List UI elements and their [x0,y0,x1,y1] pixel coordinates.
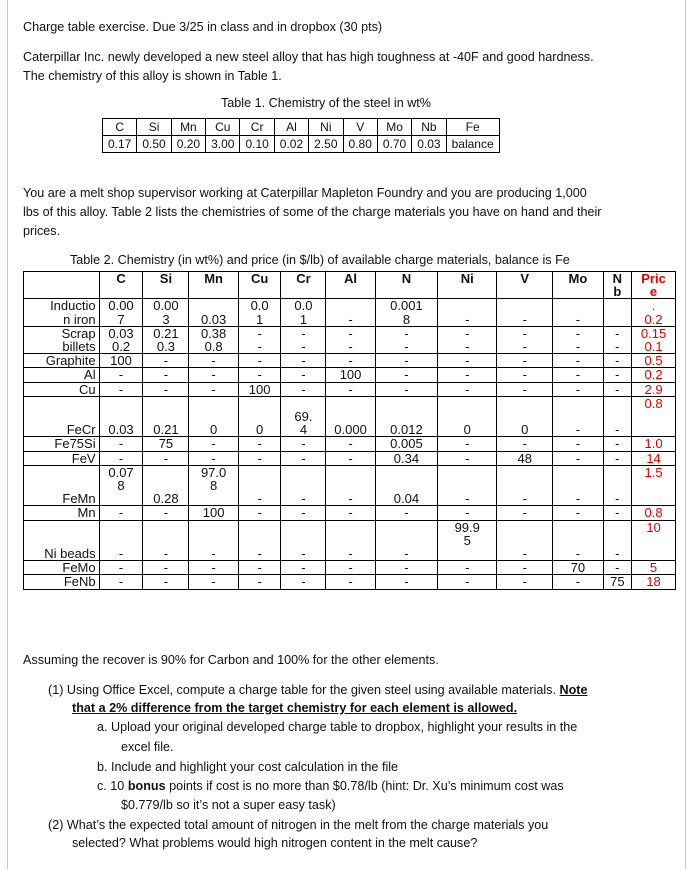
composition-cell: - - [438,326,497,353]
table1-value-cell: 0.80 [343,136,377,153]
price-cell: 1.0 [632,437,676,451]
table2-row [24,354,676,368]
table2-row [24,299,676,326]
price-cell: 0.2 [632,368,676,382]
table2-header-cell: Mn [189,272,238,299]
composition-cell: - [438,465,497,506]
material-name-cell: FeMn [24,465,100,506]
material-name-cell: Graphite [24,354,100,368]
composition-cell: - [553,396,603,437]
material-name-cell: FeNb [24,575,100,589]
table1-value-cell: 0.03 [412,136,446,153]
table2-row [24,368,676,382]
composition-cell: - [281,520,326,561]
table2-header-cell: Pric e [632,272,676,299]
price-cell: . 0.2 [632,299,676,326]
table2-header-cell: Cu [238,272,281,299]
table1-header-cell: Si [137,119,171,136]
composition-cell: 69. 4 [281,396,326,437]
composition-cell: 99.9 5 [438,520,497,561]
composition-cell: 0.00 7 [99,299,143,326]
price-cell: 10 [632,520,676,561]
composition-cell: 0.38 0.8 [189,326,238,353]
composition-cell: - [99,520,143,561]
composition-cell: - [143,520,189,561]
composition-cell: - [281,437,326,451]
composition-cell: 0.28 [143,465,189,506]
composition-cell: - [603,382,631,396]
composition-cell: 0.34 [375,451,437,465]
question-1c-pre: c. 10 [97,779,128,793]
table2-row [24,396,676,437]
table2-row [24,575,676,589]
composition-cell: - [238,437,281,451]
composition-cell: - [375,382,437,396]
composition-cell: - [99,506,143,520]
composition-cell [603,299,631,326]
composition-cell: - [238,506,281,520]
composition-cell: - [438,299,497,326]
table2-row [24,561,676,575]
composition-cell: 100 [189,506,238,520]
composition-cell: - [238,465,281,506]
composition-cell: - [375,354,437,368]
price-cell: 5 [632,561,676,575]
table2-header-cell: N b [603,272,631,299]
composition-cell: 100 [326,368,375,382]
composition-cell: 75 [143,437,189,451]
price-cell: 0.8 [632,396,676,437]
composition-cell: 48 [497,451,553,465]
material-name-cell: FeCr [24,396,100,437]
price-cell: 14 [632,451,676,465]
composition-cell: - - [281,326,326,353]
table1-value-cell: 0.50 [137,136,171,153]
composition-cell: 0.012 [375,396,437,437]
composition-cell: - [553,465,603,506]
composition-cell: - [326,354,375,368]
composition-cell: - [99,437,143,451]
price-cell: 1.5 [632,465,676,506]
table2-caption: Table 2. Chemistry (in wt%) and price (in $/lb) of available charge materials, balance is Fe [70,253,570,267]
composition-cell: 0.03 [189,299,238,326]
table2-row [24,451,676,465]
price-cell: 0.5 [632,354,676,368]
composition-cell: - [438,354,497,368]
table1-value-cell: 0.02 [274,136,308,153]
composition-cell: - [281,561,326,575]
composition-cell: - [189,354,238,368]
composition-cell: - [553,382,603,396]
composition-cell: - [326,561,375,575]
table1-header-cell: Mn [171,119,205,136]
composition-cell: 0.00 3 [143,299,189,326]
composition-cell: 0 [189,396,238,437]
composition-cell: - [326,451,375,465]
material-name-cell: FeMo [24,561,100,575]
table1-chemistry [102,118,500,153]
composition-cell: - [189,382,238,396]
question-2: (2) What’s the expected total amount of nitrogen in the melt from the charge materials you [48,818,549,832]
composition-cell: - [603,396,631,437]
price-cell: 0.15 0.1 [632,326,676,353]
material-name-cell: Inductio n iron [24,299,100,326]
price-cell: 0.8 [632,506,676,520]
composition-cell: - [281,465,326,506]
composition-cell: - [603,506,631,520]
composition-cell: - [281,368,326,382]
composition-cell: - [238,575,281,589]
composition-cell: - [99,451,143,465]
composition-cell: - [99,368,143,382]
composition-cell: 0.0 1 [238,299,281,326]
composition-cell: - [326,520,375,561]
composition-cell: - [326,575,375,589]
composition-cell: - [497,437,553,451]
composition-cell: - [143,451,189,465]
composition-cell: - [375,575,437,589]
composition-cell: - [497,506,553,520]
composition-cell: - - [497,326,553,353]
scenario-line-1: You are a melt shop supervisor working at Caterpillar Mapleton Foundry and you are producing 1,000 [23,186,587,200]
table1-header-row [103,119,500,136]
table2-header-cell: Mo [553,272,603,299]
composition-cell: - [438,382,497,396]
composition-cell: 0.03 0.2 [99,326,143,353]
composition-cell: 0.001 8 [375,299,437,326]
composition-cell: 0.21 [143,396,189,437]
table1-header-cell: V [343,119,377,136]
scenario-line-3: prices. [23,224,61,238]
table2-header-cell: Si [143,272,189,299]
composition-cell: 0.03 [99,396,143,437]
composition-cell: - [438,368,497,382]
table2-header-cell: N [375,272,437,299]
table1-header-cell: C [103,119,137,136]
composition-cell: - [326,299,375,326]
composition-cell: - [553,575,603,589]
question-1c [97,777,564,795]
material-name-cell: FeV [24,451,100,465]
table1-value-row [103,136,500,153]
composition-cell: - [99,561,143,575]
composition-cell: - [497,382,553,396]
table1-header-cell: Cr [240,119,274,136]
composition-cell: - - [238,326,281,353]
table2-header-cell: Cr [281,272,326,299]
composition-cell: - [281,354,326,368]
table2-header-cell: V [497,272,553,299]
table2-row [24,382,676,396]
question-1-note: that a 2% difference from the target chemistry for each element is allowed. [72,701,518,715]
composition-cell: - [281,575,326,589]
material-name-cell: Cu [24,382,100,396]
composition-cell: - [143,368,189,382]
composition-cell: - [99,575,143,589]
composition-cell: - [497,368,553,382]
question-1b: b. Include and highlight your cost calculation in the file [97,760,399,774]
composition-cell: 100 [99,354,143,368]
composition-cell: - [497,354,553,368]
question-1c-cont: $0.779/lb so it’s not a super easy task) [121,798,336,812]
composition-cell: - [603,520,631,561]
composition-cell: - [375,561,437,575]
composition-cell: - [438,561,497,575]
composition-cell: - [99,382,143,396]
question-1-text: (1) Using Office Excel, compute a charge table for the given steel using available materials. [48,683,556,697]
composition-cell: - [238,451,281,465]
composition-cell: - - [375,326,437,353]
composition-cell: - [281,451,326,465]
composition-cell: 0.21 0.3 [143,326,189,353]
material-name-cell: Al [24,368,100,382]
composition-cell: - [281,382,326,396]
composition-cell: - [497,299,553,326]
composition-cell: - [438,575,497,589]
composition-cell: - [603,437,631,451]
table2-header-cell: C [99,272,143,299]
composition-cell: - [326,506,375,520]
table1-header-cell: Mo [377,119,411,136]
composition-cell: - [238,520,281,561]
question-2-cont: selected? What problems would high nitrogen content in the melt cause? [72,836,478,850]
table1-header-cell: Ni [309,119,343,136]
composition-cell: 100 [238,382,281,396]
table2-row [24,437,676,451]
composition-cell: 0.000 [326,396,375,437]
composition-cell: - [603,451,631,465]
table1-value-cell: 0.70 [377,136,411,153]
table2-header-row [24,272,676,299]
table1-header-cell: Al [274,119,308,136]
composition-cell: 75 [603,575,631,589]
composition-cell: - [189,575,238,589]
composition-cell: - [143,354,189,368]
composition-cell: - [438,506,497,520]
composition-cell: - [553,368,603,382]
composition-cell: - [553,506,603,520]
scenario-line-2: lbs of this alloy. Table 2 lists the chemistries of some of the charge materials you have on hand and their [23,205,602,219]
composition-cell: - [143,575,189,589]
table1-header-cell: Cu [206,119,240,136]
composition-cell: - [189,561,238,575]
composition-cell: 0 [238,396,281,437]
table2-header-cell [24,272,100,299]
composition-cell: - [189,368,238,382]
composition-cell: - [238,354,281,368]
composition-cell: - [553,520,603,561]
question-1a: a. Upload your original developed charge table to dropbox, highlight your results in the [97,720,578,734]
composition-cell: - [189,451,238,465]
table1-header-cell: Fe [446,119,499,136]
composition-cell: - [326,437,375,451]
table2-row [24,326,676,353]
question-1a-cont: excel file. [121,740,174,754]
composition-cell: - - [603,326,631,353]
composition-cell: - [438,437,497,451]
composition-cell: - [497,520,553,561]
table1-value-cell: 0.17 [103,136,137,153]
material-name-cell: Scrap billets [24,326,100,353]
composition-cell: 0.0 1 [281,299,326,326]
composition-cell: - [326,465,375,506]
table2-row [24,465,676,506]
composition-cell: - [603,354,631,368]
composition-cell: 70 [553,561,603,575]
table2-header-cell: Ni [438,272,497,299]
composition-cell: - [189,437,238,451]
question-1-note-label: Note [559,683,588,697]
bonus-label: bonus [127,779,166,793]
table2-row [24,520,676,561]
composition-cell: - [375,520,437,561]
composition-cell: - [603,561,631,575]
table1-value-cell: 3.00 [206,136,240,153]
composition-cell: 0 [438,396,497,437]
composition-cell: - [603,368,631,382]
composition-cell: - [438,451,497,465]
composition-cell: - [238,368,281,382]
composition-cell: - [238,561,281,575]
composition-cell: - [375,506,437,520]
table2-charge-materials [23,271,676,590]
composition-cell: - [375,368,437,382]
composition-cell: - [497,465,553,506]
composition-cell: 0.04 [375,465,437,506]
table1-value-cell: 0.20 [171,136,205,153]
composition-cell: - [143,382,189,396]
composition-cell: - [497,575,553,589]
composition-cell: - - [553,326,603,353]
table2-row [24,506,676,520]
question-1 [48,681,587,699]
table1-value-cell: balance [446,136,499,153]
price-cell: 2.9 [632,382,676,396]
composition-cell: - [143,506,189,520]
price-cell: 18 [632,575,676,589]
composition-cell: 0 [497,396,553,437]
composition-cell: - [281,506,326,520]
composition-cell: - [553,299,603,326]
table1-caption: Table 1. Chemistry of the steel in wt% [221,96,431,110]
recovery-note: Assuming the recover is 90% for Carbon and 100% for the other elements. [23,653,439,667]
question-1c-post: points if cost is no more than $0.78/lb (hint: Dr. Xu’s minimum cost was [165,779,564,793]
composition-cell: - - [326,326,375,353]
table2-header-cell: Al [326,272,375,299]
composition-cell: - [143,561,189,575]
table1-value-cell: 0.10 [240,136,274,153]
composition-cell: - [189,520,238,561]
material-name-cell: Mn [24,506,100,520]
material-name-cell: Ni beads [24,520,100,561]
intro-line-2: The chemistry of this alloy is shown in Table 1. [23,69,282,83]
page-title: Charge table exercise. Due 3/25 in class and in dropbox (30 pts) [23,20,383,34]
table1-value-cell: 2.50 [309,136,343,153]
intro-line-1: Caterpillar Inc. newly developed a new steel alloy that has high toughness at -40F and good hardness. [23,50,594,64]
composition-cell: - [553,437,603,451]
composition-cell: - [553,354,603,368]
table1-header-cell: Nb [412,119,446,136]
composition-cell: 97.0 8 [189,465,238,506]
composition-cell: 0.005 [375,437,437,451]
composition-cell: - [603,465,631,506]
composition-cell: - [553,451,603,465]
composition-cell: - [497,561,553,575]
composition-cell: 0.07 8 [99,465,143,506]
material-name-cell: Fe75Si [24,437,100,451]
composition-cell: - [326,382,375,396]
